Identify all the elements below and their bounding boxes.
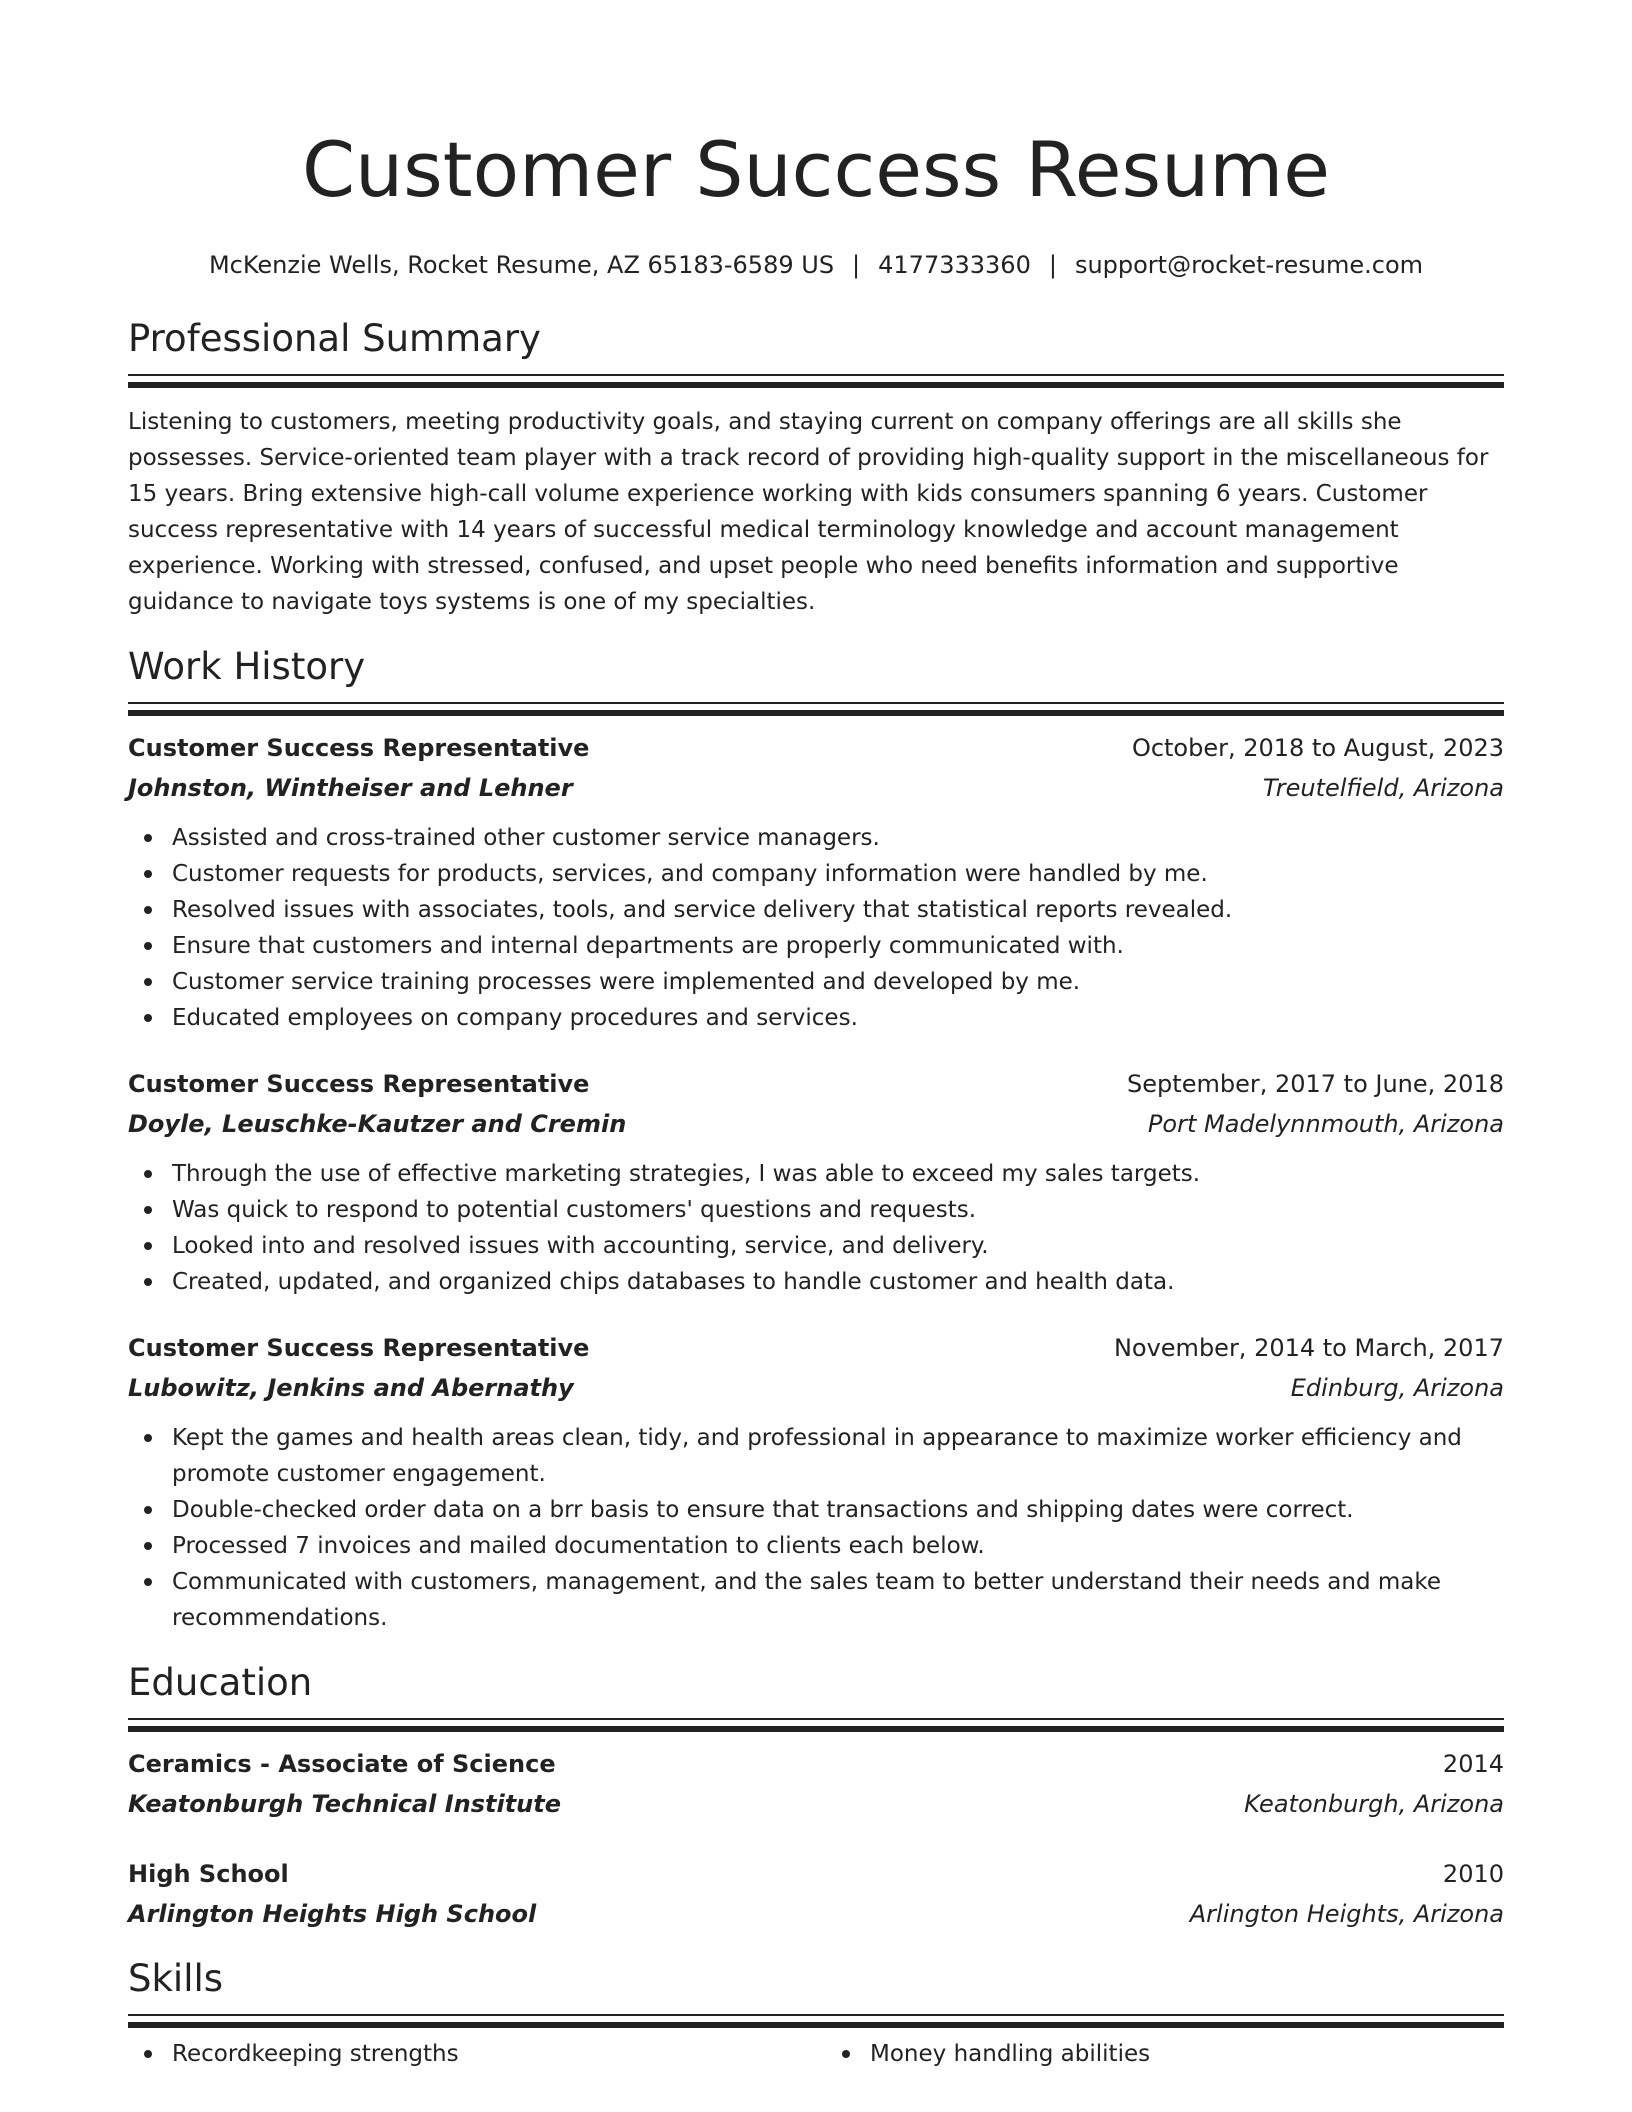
summary-section (128, 314, 1504, 620)
job-bullets (128, 820, 1504, 1036)
education-degree-row (128, 1744, 1504, 1784)
skills-column-left (128, 2036, 806, 2072)
resume-page (128, 0, 1504, 2072)
job-company-row (128, 1368, 1504, 1408)
contact-address: McKenzie Wells, Rocket Resume, AZ 65183-6589 US (208, 251, 835, 279)
job-title-row (128, 1328, 1504, 1368)
education-location: Keatonburgh, Arizona (1244, 1790, 1504, 1818)
education-school-row (128, 1784, 1504, 1824)
job-title-row (128, 728, 1504, 768)
job-dates: November, 2014 to March, 2017 (1113, 1334, 1504, 1362)
work-section (128, 642, 1504, 1636)
list-item: Money handling abilities (826, 2036, 1504, 2072)
summary-text: Listening to customers, meeting productivity goals, and staying current on company offerings are all skills she possesses. Service-oriented team player with a track record of providing high-quality support in the miscellaneous for 15 years. Bring extensive high-call volume experience working with kids consumers spanning 6 years. Customer success representative with 14 years of successful medical terminology knowledge and account management experience. Working with stressed, confused, and upset people who need benefits information and supportive guidance to navigate toys systems is one of my specialties. (128, 409, 1489, 615)
job-title: Customer Success Representative (128, 1334, 590, 1362)
job-title: Customer Success Representative (128, 1070, 590, 1098)
job-entry (128, 1064, 1504, 1300)
job-bullets (128, 1156, 1504, 1300)
skills-section (128, 1954, 1504, 2072)
section-heading-skills: Skills (128, 1957, 224, 2000)
section-divider (128, 702, 1504, 716)
education-location: Arlington Heights, Arizona (1189, 1900, 1504, 1928)
job-entry (128, 728, 1504, 1036)
section-divider (128, 374, 1504, 388)
section-divider (128, 2014, 1504, 2028)
list-item: Assisted and cross-trained other customer service managers. (128, 820, 1504, 856)
job-company: Doyle, Leuschke-Kautzer and Cremin (128, 1110, 627, 1138)
skills-grid (128, 2036, 1504, 2072)
contact-phone: 4177333360 (878, 251, 1031, 279)
education-school: Arlington Heights High School (128, 1900, 537, 1928)
contact-line (128, 248, 1504, 282)
list-item: Was quick to respond to potential customers' questions and requests. (128, 1192, 1504, 1228)
job-title: Customer Success Representative (128, 734, 590, 762)
job-dates: October, 2018 to August, 2023 (1131, 734, 1504, 762)
job-bullets (128, 1420, 1504, 1636)
education-degree: High School (128, 1860, 289, 1888)
job-entry (128, 1328, 1504, 1636)
skills-column-right (826, 2036, 1504, 2072)
list-item: Looked into and resolved issues with accounting, service, and delivery. (128, 1228, 1504, 1264)
job-location: Edinburg, Arizona (1290, 1374, 1504, 1402)
education-school: Keatonburgh Technical Institute (128, 1790, 562, 1818)
job-location: Treutelfield, Arizona (1262, 774, 1504, 802)
list-item: Through the use of effective marketing strategies, I was able to exceed my sales targets. (128, 1156, 1504, 1192)
list-item: Kept the games and health areas clean, tidy, and professional in appearance to maximize worker efficiency and promote customer engagement. (128, 1420, 1504, 1492)
list-item: Recordkeeping strengths (128, 2036, 806, 2072)
section-heading-education: Education (128, 1661, 313, 1704)
list-item: Educated employees on company procedures and services. (128, 1000, 1504, 1036)
job-company-row (128, 1104, 1504, 1144)
section-heading-work: Work History (128, 645, 366, 688)
job-company-row (128, 768, 1504, 808)
job-dates: September, 2017 to June, 2018 (1127, 1070, 1504, 1098)
job-title-row (128, 1064, 1504, 1104)
education-entry (128, 1854, 1504, 1934)
list-item: Processed 7 invoices and mailed documentation to clients each below. (128, 1528, 1504, 1564)
contact-separator: | (852, 251, 861, 279)
list-item: Customer service training processes were implemented and developed by me. (128, 964, 1504, 1000)
education-year: 2010 (1442, 1860, 1504, 1888)
education-year: 2014 (1442, 1750, 1504, 1778)
education-degree-row (128, 1854, 1504, 1894)
list-item: Double-checked order data on a brr basis to ensure that transactions and shipping dates were correct. (128, 1492, 1504, 1528)
education-entry (128, 1744, 1504, 1824)
contact-separator: | (1048, 251, 1057, 279)
list-item: Customer requests for products, services, and company information were handled by me. (128, 856, 1504, 892)
resume-title: Customer Success Resume (301, 125, 1331, 214)
section-heading-summary: Professional Summary (128, 317, 541, 360)
contact-email[interactable]: support@rocket-resume.com (1074, 251, 1424, 279)
section-divider (128, 1718, 1504, 1732)
education-school-row (128, 1894, 1504, 1934)
job-company: Lubowitz, Jenkins and Abernathy (128, 1374, 574, 1402)
list-item: Ensure that customers and internal departments are properly communicated with. (128, 928, 1504, 964)
list-item: Resolved issues with associates, tools, and service delivery that statistical reports revealed. (128, 892, 1504, 928)
job-company: Johnston, Wintheiser and Lehner (128, 774, 573, 802)
education-section (128, 1658, 1504, 1934)
list-item: Created, updated, and organized chips databases to handle customer and health data. (128, 1264, 1504, 1300)
job-location: Port Madelynnmouth, Arizona (1147, 1110, 1504, 1138)
list-item: Communicated with customers, management, and the sales team to better understand their needs and make recommendations. (128, 1564, 1504, 1636)
education-degree: Ceramics - Associate of Science (128, 1750, 556, 1778)
